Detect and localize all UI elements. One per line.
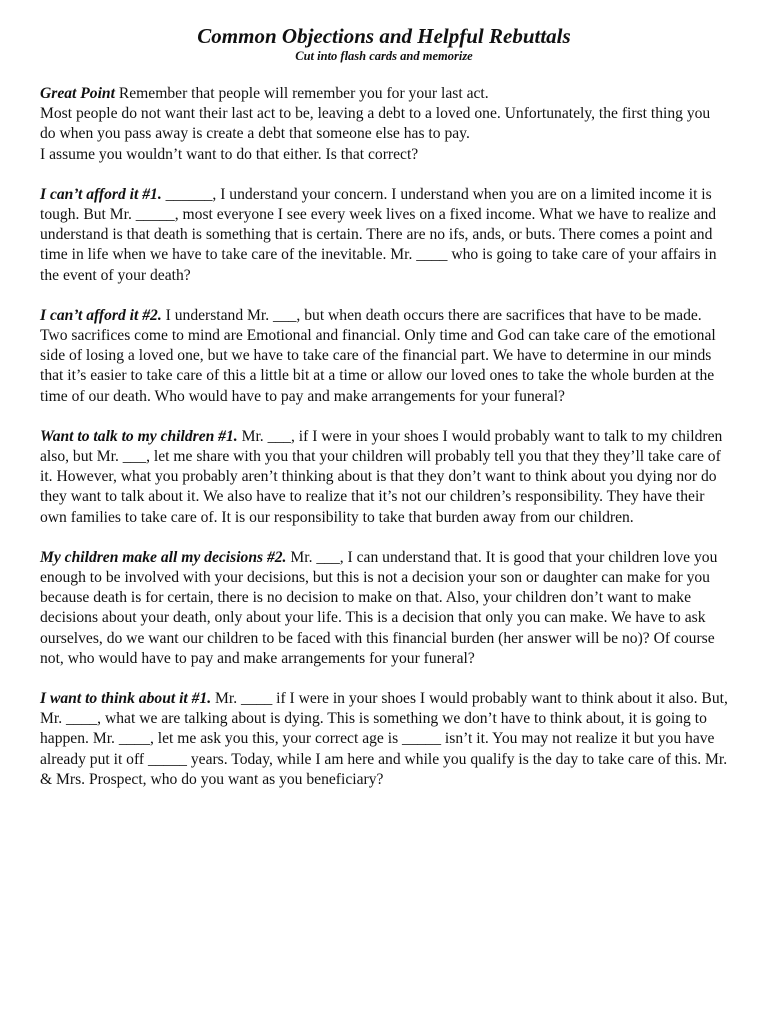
rebuttal-heading: I want to think about it #1. xyxy=(40,690,212,708)
document-subtitle: Cut into flash cards and memorize xyxy=(295,49,473,63)
document-title: Common Objections and Helpful Rebuttals xyxy=(197,24,571,48)
rebuttal-heading: My children make all my decisions #2. xyxy=(40,548,287,566)
rebuttal-heading: I can’t afford it #1. xyxy=(40,185,162,203)
rebuttal-text: Remember that people will remember you for your last act. xyxy=(114,85,489,102)
rebuttal-heading: I can’t afford it #2. xyxy=(40,306,162,324)
paragraph xyxy=(40,548,728,669)
rebuttal-great-point xyxy=(40,84,728,165)
rebuttal-cant-afford-2 xyxy=(40,306,728,407)
rebuttal-cant-afford-1 xyxy=(40,185,728,286)
rebuttal-text: Mr. ___, if I were in your shoes I would probably want to talk to my children also, but Mr. ___, let me share with you that your children will probably tell you that they they’ll take care of it. However, what you probably aren’t thinking about is that they don’t want to think about you dying nor do they want to talk about it. We also have to realize that it’s not our children’s responsibility. They have their own families to take care of. It is our responsibility to take that burden away from our children. xyxy=(40,427,723,526)
rebuttal-heading: Want to talk to my children #1. xyxy=(40,427,238,445)
paragraph xyxy=(40,689,728,790)
rebuttal-text: I understand Mr. ___, but when death occurs there are sacrifices that have to be made. Two sacrifices come to mind are Emotional and financial. Only time and God can take care of the emotional side of losing a loved one, but we have to take care of the financial part. We have to determine in our minds that it’s easier to take care of this a little bit at a time or allow our loved ones to take the whole burden at the time of our death. Who would have to pay and make arrangements for your funeral? xyxy=(40,306,716,405)
paragraph xyxy=(40,185,728,286)
rebuttal-text: Mr. ____ if I were in your shoes I would probably want to think about it also. But, Mr. ____, what we are talking about is dying. This is something we don’t have to think about, it is going to happen. Mr. ____, let me ask you this, your correct age is _____ isn’t it. You may not realize it but you have already put it off _____ years. Today, while I am here and while you qualify is the day to take care of this. Mr. & Mrs. Prospect, who do you want as you beneficiary? xyxy=(40,690,728,788)
paragraph xyxy=(40,306,728,407)
rebuttal-text: I assume you wouldn’t want to do that either. Is that correct? xyxy=(40,145,419,163)
rebuttal-text: Most people do not want their last act to be, leaving a debt to a loved one. Unfortunately, the first thing you do when you pass away is create a debt that someone else has to pay. xyxy=(40,105,711,143)
rebuttal-talk-to-children-1 xyxy=(40,427,728,528)
paragraph xyxy=(40,84,728,104)
rebuttal-heading: Great Point xyxy=(40,85,115,102)
rebuttal-think-about-it-1 xyxy=(40,689,728,790)
rebuttal-children-decisions-2 xyxy=(40,548,728,669)
rebuttal-text: Mr. ___, I can understand that. It is good that your children love you enough to be involved with your decisions, but this is not a decision your son or daughter can make for you because death is for certain, there is no decision to make on that. Also, your children don’t want to make decisions about your death, only about your life. This is a decision that only you can make. We have to ask ourselves, do we want our children to be faced with this financial burden (her answer will be no)? Of course not, who would have to pay and make arrangements for your funeral? xyxy=(40,548,718,667)
rebuttal-text: ______, I understand your concern. I understand when you are on a limited income it is tough. But Mr. _____, most everyone I see every week lives on a fixed income. What we have to realize and understand is that death is something that is certain. There are no ifs, ands, or buts. There comes a point and time in life when we have to take care of the inevitable. Mr. ____ who is going to take care of your affairs in the event of your death? xyxy=(40,185,717,284)
paragraph xyxy=(40,427,728,528)
